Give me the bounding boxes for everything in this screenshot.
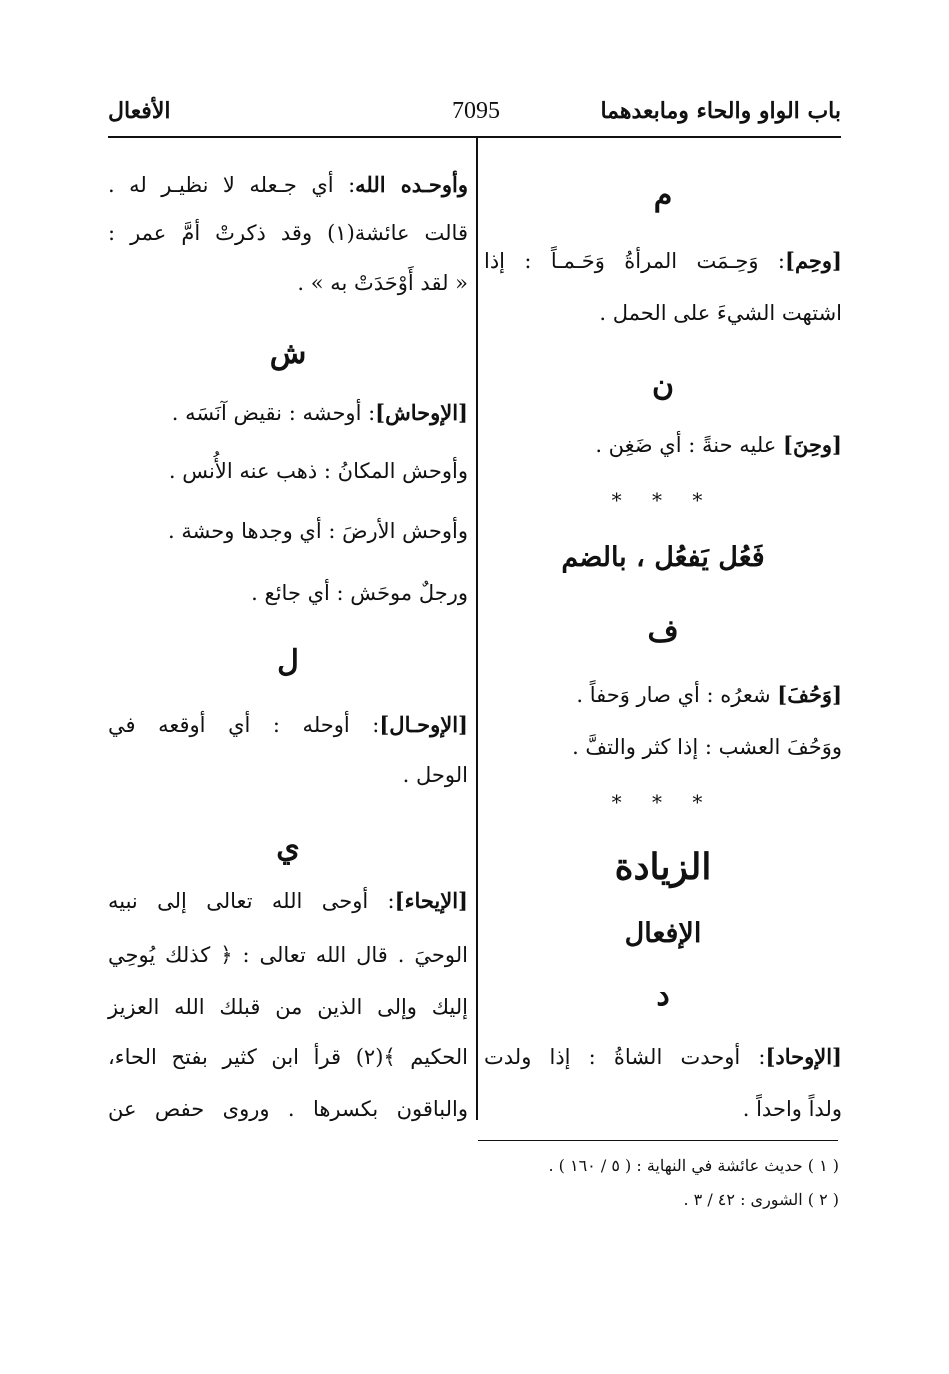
entry-rajul: ورجلٌ موحَش : أي جائع . [251, 581, 468, 605]
entry-ihad-cont: ولداً واحداً . [742, 1097, 842, 1121]
entry-iihal-cont: الوحل . [402, 763, 468, 787]
entry-term: [الإوحـال] [379, 712, 468, 737]
entry-ihaa [108, 886, 468, 916]
heading-ifal: الإفعال [624, 918, 702, 949]
heading-letter-d: د [656, 978, 670, 1013]
entry-term: [الإوحاد] [765, 1044, 842, 1069]
entry-term: [الإوحاش] [375, 400, 468, 425]
entry-text: : أوحدت الشاةُ : إذا ولدت [484, 1045, 766, 1069]
heading-letter-f: ف [647, 614, 679, 649]
header-rule [108, 136, 841, 138]
heading-letter-l: ل [277, 644, 299, 679]
quran-quote-line: إليك وإلى الذين من قبلك الله العزيز [108, 995, 468, 1019]
entry-iihal [108, 710, 468, 740]
heading-letter-y: ي [276, 830, 300, 865]
footnote-2: ( ٢ ) الشورى : ٤٢ / ٣ . [683, 1190, 839, 1209]
entry-text: : أوحله : أي أوقعه في [108, 713, 380, 737]
entry-term: [وحِنَ] [783, 432, 842, 457]
heading-letter-n: ن [651, 368, 675, 403]
entry-term: [وحِم] [785, 248, 842, 273]
footnote-rule [478, 1140, 838, 1141]
entry-text: شعرُه : أي صار وَحفاً . [576, 683, 778, 707]
entry-wahuf [576, 680, 842, 710]
entry-term: وأوحـده الله [355, 172, 468, 197]
entry-term: [وَحُفَ] [777, 682, 842, 707]
heading-letter-sh: ش [269, 336, 307, 371]
footnote-1: ( ١ ) حديث عائشة في النهاية : ( ٥ / ١٦٠ ) . [548, 1156, 839, 1175]
entry-text: : وَحِـمَت المرأةُ وَحَـمـاً : إذا [484, 249, 786, 273]
running-title: باب الواو والحاء ومابعدهما [600, 98, 841, 124]
section-title-header: الأفعال [108, 98, 171, 124]
entry-text: : أوحى الله تعالى إلى نبيه [108, 889, 395, 913]
entry-wahn [595, 430, 842, 460]
entry-ihad [484, 1042, 842, 1072]
quran-quote-line: الوحيَ . قال الله تعالى : ﴿ كذلك يُوحِي [108, 943, 468, 967]
entry-ihaa-cont: والباقون بكسرها . وروى حفص عن [108, 1097, 468, 1121]
entry-awhadahu [108, 170, 468, 200]
column-divider [476, 136, 478, 1120]
heading-letter-m: م [653, 178, 673, 213]
entry-text: : أي جـعله لا نظيـر له . [108, 173, 356, 197]
entry-wahm-cont: اشتهت الشيءَ على الحمل . [599, 301, 842, 325]
quote-aisha: قالت عائشة(١) وقد ذكرتْ أمَّ عمر : [108, 221, 468, 245]
entry-term: [الإيحاء] [394, 888, 468, 913]
entry-iihash [172, 398, 468, 428]
entry-wahm [484, 246, 842, 276]
heading-ziyada: الزيادة [614, 846, 712, 888]
section-separator: * * * [611, 488, 715, 512]
page-number: 7095 [452, 98, 500, 124]
entry-wahuf-cont: ووَحُفَ العشب : إذا كثر والتفَّ . [572, 735, 842, 759]
entry-text: : أوحشه : نقيض آنَسَه . [171, 401, 376, 425]
section-separator: * * * [611, 790, 715, 814]
entry-ihaa-cont: الحكيم ﴾(٢) قرأ ابن كثير بفتح الحاء، [108, 1045, 469, 1069]
quote-aisha-cont: « لقد أَوْحَدَتْ به » . [297, 271, 468, 295]
entry-text: عليه حنةً : أي ضَغِن . [595, 433, 784, 457]
entry-awhash-ard: وأوحش الأرضَ : أي وجدها وحشة . [167, 519, 468, 543]
entry-awhash-makan: وأوحش المكانُ : ذهب عنه الأُنس . [168, 459, 468, 483]
section-heading: فَعُل يَفعُل ، بالضم [561, 542, 765, 573]
